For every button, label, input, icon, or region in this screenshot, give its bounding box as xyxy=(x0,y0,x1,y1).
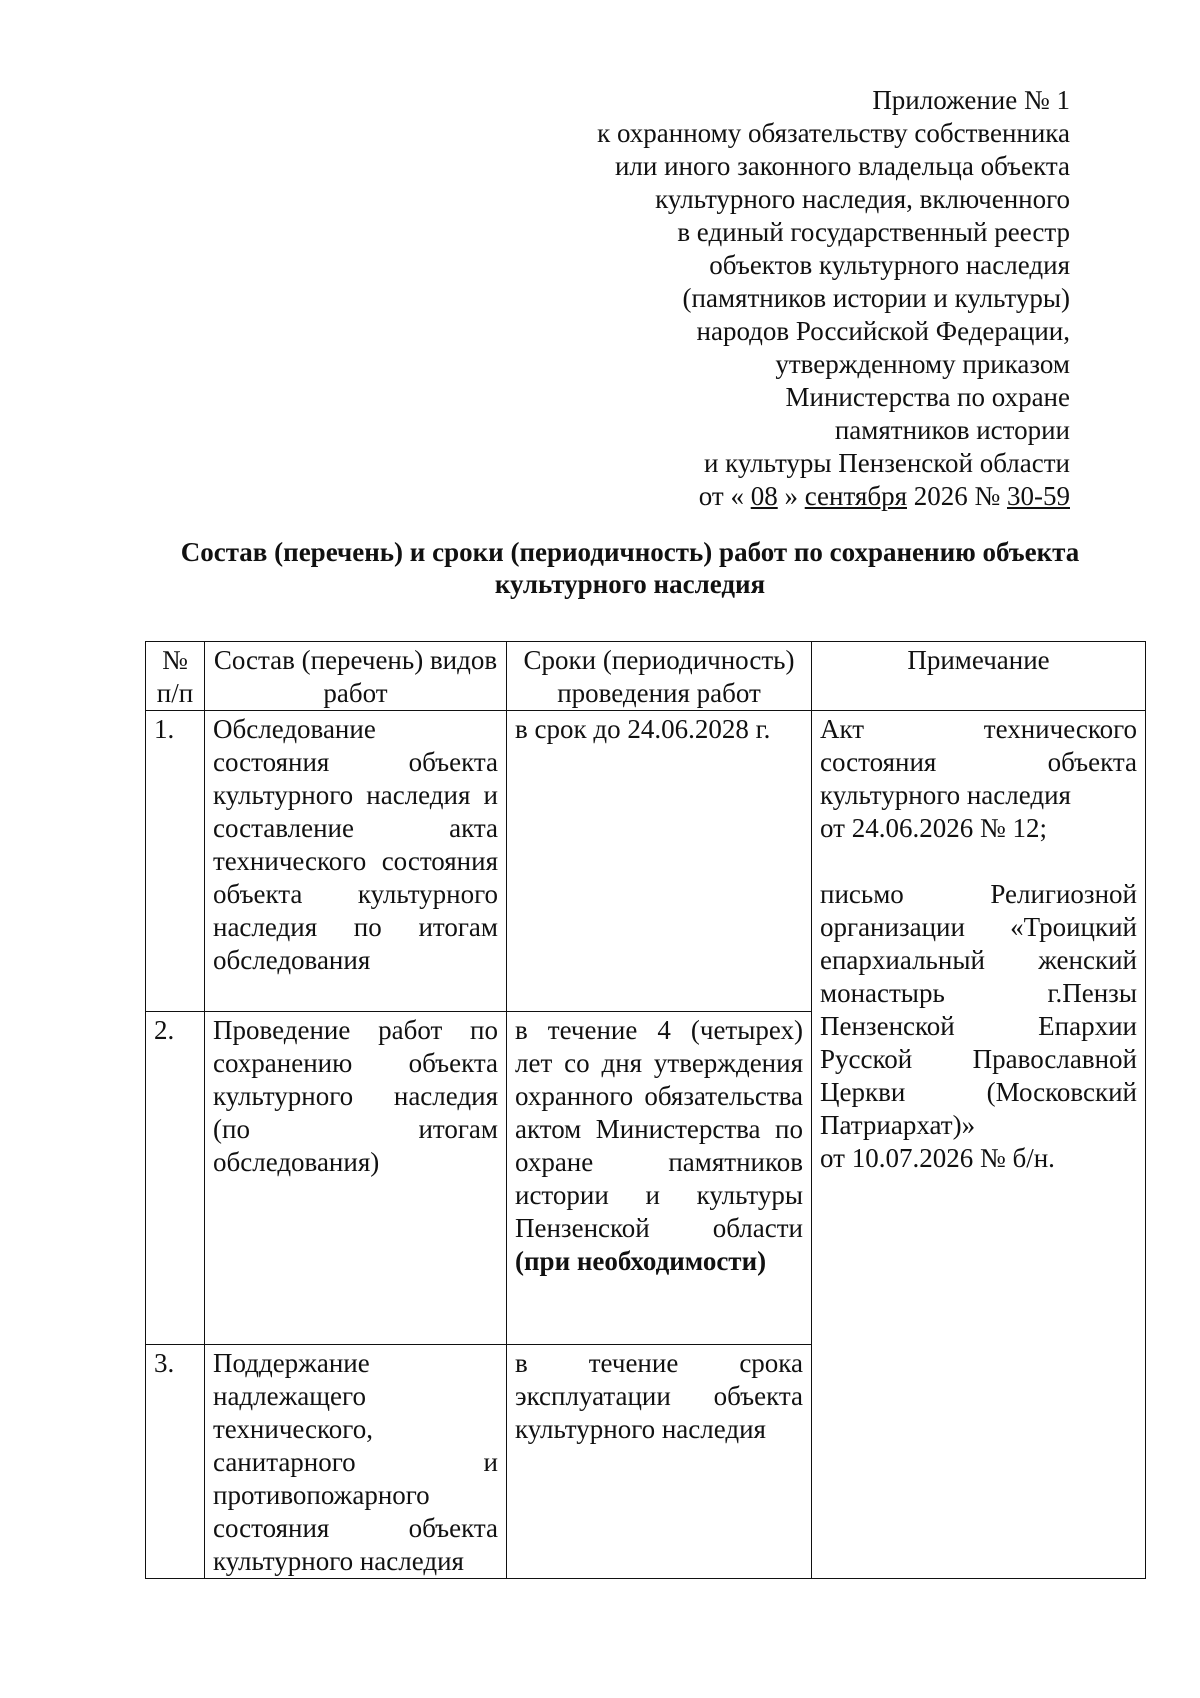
note-letter-date: от 10.07.2026 № б/н. xyxy=(820,1143,1055,1173)
note-act: Акт технического состояния объекта культурного наследия xyxy=(820,714,1137,810)
appendix-line: (памятников истории и культуры) xyxy=(682,283,1070,313)
appendix-line: утвержденному приказом xyxy=(775,349,1070,379)
appendix-line: в единый государственный реестр xyxy=(677,217,1070,247)
note-act-date: от 24.06.2026 № 12; xyxy=(820,813,1047,843)
row-terms: в срок до 24.06.2028 г. xyxy=(507,711,812,1012)
title-line: Состав (перечень) и сроки (периодичность) работ по сохранению объекта xyxy=(180,537,1080,567)
row-terms-bold: (при необходимости) xyxy=(515,1246,767,1276)
appendix-line: памятников истории xyxy=(834,415,1070,445)
header-terms: Сроки (периодичность) проведения работ xyxy=(507,642,812,711)
appendix-line: объектов культурного наследия xyxy=(709,250,1070,280)
order-number: 30-59 xyxy=(1007,481,1070,511)
row-terms: в течение срока эксплуатации объекта культурного наследия xyxy=(507,1345,812,1579)
date-year: 2026 № xyxy=(906,481,1007,511)
date-day: 08 xyxy=(750,481,778,511)
appendix-line: Приложение № 1 xyxy=(872,85,1070,115)
table-row xyxy=(146,711,1146,1012)
works-table xyxy=(145,641,1146,1579)
note-cell xyxy=(812,711,1146,1579)
note-letter: письмо Религиозной организации «Троицкий епархиальный женский монастырь г.Пензы Пензенской Епархии Русской Православной Церкви (Московский Патриархат)» xyxy=(820,879,1137,1140)
header-num: № п/п xyxy=(146,642,205,711)
appendix-line: народов Российской Федерации, xyxy=(696,316,1070,346)
date-separator: » xyxy=(777,481,805,511)
order-date-line xyxy=(430,480,1070,513)
note-spacer xyxy=(820,845,1137,878)
appendix-line: Министерства по охране xyxy=(785,382,1070,412)
date-prefix: от « xyxy=(698,481,751,511)
appendix-line: и культуры Пензенской области xyxy=(703,448,1070,478)
appendix-line: или иного законного владельца объекта xyxy=(614,151,1070,181)
document-title xyxy=(130,536,1130,600)
title-line: культурного наследия xyxy=(494,569,766,599)
row-number: 2. xyxy=(146,1012,205,1345)
date-month: сентября xyxy=(804,481,907,511)
appendix-header xyxy=(430,84,1070,513)
row-number: 1. xyxy=(146,711,205,1012)
appendix-line: к охранному обязательству собственника xyxy=(597,118,1070,148)
appendix-line: культурного наследия, включенного xyxy=(655,184,1070,214)
header-works: Состав (перечень) видов работ xyxy=(205,642,507,711)
table-header-row xyxy=(146,642,1146,711)
row-terms-text: в течение 4 (четырех) лет со дня утверждения охранного обязательства актом Министерства по охране памятников истории и культуры Пензенской области xyxy=(515,1015,803,1243)
row-works: Поддержание надлежащего технического, санитарного и противопожарного состояния объекта культурного наследия xyxy=(205,1345,507,1579)
header-note: Примечание xyxy=(812,642,1146,711)
row-terms xyxy=(507,1012,812,1345)
row-number: 3. xyxy=(146,1345,205,1579)
row-works: Проведение работ по сохранению объекта культурного наследия (по итогам обследования) xyxy=(205,1012,507,1345)
row-works: Обследование состояния объекта культурного наследия и составление акта технического состояния объекта культурного наследия по итогам обследования xyxy=(205,711,507,1012)
